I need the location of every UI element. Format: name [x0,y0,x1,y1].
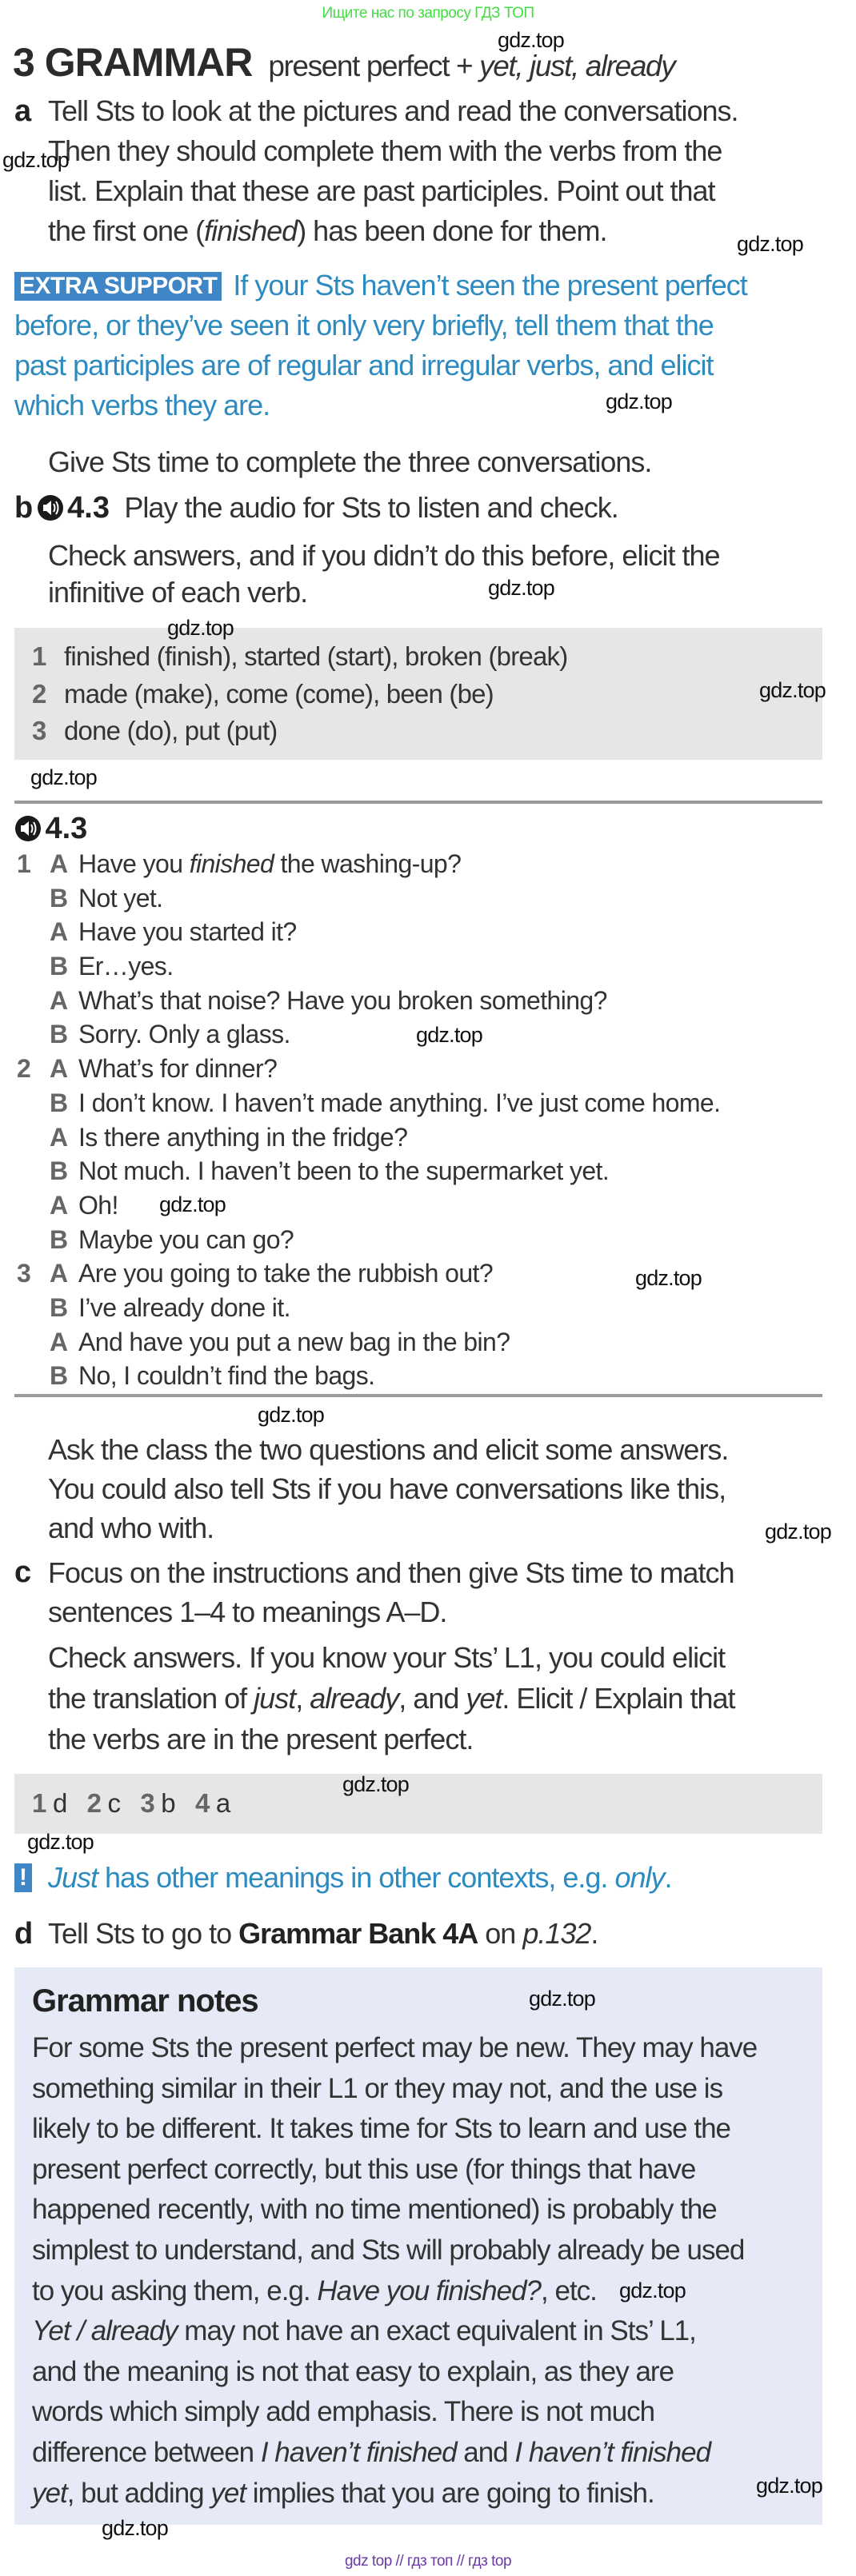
speaker-label: B [50,1292,68,1322]
text-segment: the verbs are in the present perfect. [48,1723,474,1755]
transcript-line [17,1223,817,1257]
watermark: gdz.top [759,678,826,702]
transcript-line [17,881,817,916]
transcript-line [17,1086,817,1120]
answer-text: done (do), put (put) [64,716,278,745]
italic-text: I haven’t finished [514,2436,711,2468]
text-segment: and [456,2436,515,2468]
text-segment: the first one ( [48,214,205,247]
text-line [14,266,747,306]
answer-box-b [14,628,822,760]
text-line [32,2231,757,2271]
speech-text [78,1256,493,1291]
italic-text: yet [466,1682,502,1715]
answer-text: b [161,1788,175,1818]
text-segment: . Elicit / Explain that [502,1682,735,1715]
watermark: gdz.top [635,1266,702,1290]
text-line [32,2392,757,2433]
watermark: gdz.top [498,28,564,52]
text-segment: Not yet. [78,883,163,913]
speaker-label: A [50,1190,68,1220]
section-d-label: d [14,1917,34,1951]
speaker-label: A [50,1259,68,1288]
usage-note [48,1858,672,1898]
text-segment: Check answers. If you know your Sts’ L1, you could elicit [48,1641,726,1674]
give-time-text [48,442,651,482]
speaker-label: A [50,985,68,1015]
text-segment: What’s for dinner? [78,1054,278,1084]
text-segment: present perfect correctly, but this use (for things that have [32,2153,696,2185]
section-heading: 3 GRAMMAR [13,40,253,85]
text-segment: , etc. [541,2274,597,2306]
text-line [48,1858,672,1898]
transcript-line [17,915,817,949]
text-segment: the washing-up? [274,849,462,878]
text-segment: list. Explain that these are past participles. Point out that [48,174,715,207]
italic-text: yet [32,2477,67,2509]
speech-text [78,984,607,1018]
italic-text: finished [204,214,298,247]
text-segment: Have you [78,849,190,878]
text-segment: Tell Sts to look at the pictures and read the conversations. [48,94,738,127]
text-segment: on [478,1917,523,1950]
text-segment: likely to be different. It takes time for Sts to learn and use the [32,2113,731,2145]
watermark: gdz.top [30,765,97,789]
text-segment: and the meaning is not that easy to explain, as they are [32,2355,674,2387]
text-segment: happened recently, with no time mentioned) is probably the [32,2194,717,2226]
text-segment: I’ve already done it. [78,1292,290,1322]
speaker-label: B [50,1156,68,1186]
watermark: gdz.top [27,1830,94,1854]
answer-text: d [52,1788,67,1818]
text-segment: , and [398,1682,466,1715]
text-segment: before, or they’ve seen it only very briefly, tell them that the [14,309,714,341]
speaker-label: B [50,883,68,913]
grammar-notes-title: Grammar notes [32,1983,258,2019]
text-line [48,171,738,211]
text-line [32,2069,757,2110]
transcript-line [17,847,817,881]
italic-text: finished [189,849,274,878]
speech-text [78,1052,277,1086]
text-line [14,345,747,385]
text-segment: Are you going to take the rubbish out? [78,1259,494,1288]
transcript-line [17,1291,817,1325]
text-line [32,2190,757,2231]
speaker-label: B [50,1361,68,1391]
watermark: gdz.top [606,389,672,413]
text-line [48,442,651,482]
text-segment: . [664,1861,672,1894]
speech-text [78,1017,290,1052]
text-segment: And have you put a new bag in the bin? [78,1327,510,1356]
text-segment: the translation of [48,1682,254,1715]
text-line [48,1469,728,1508]
italic-text: yet [210,2477,246,2509]
text-segment: sentences 1–4 to meanings A–D. [48,1596,447,1628]
speaker-label: A [50,849,68,878]
text-line [32,2109,757,2150]
transcript-line [17,1325,817,1360]
answer-text: finished (finish), started (start), broken (break) [64,641,568,671]
text-segment: , but adding [66,2477,211,2509]
text-line [32,2028,757,2069]
conversation-number: 1 [17,849,31,878]
speech-text [78,1120,407,1155]
divider [14,801,822,804]
text-segment: , [295,1682,310,1715]
footer-links: gdz top // гдз топ // гдз top [344,2553,512,2570]
answer-text: made (make), come (come), been (be) [64,678,494,709]
answer-list [32,1785,230,1822]
text-line [48,131,738,171]
text-segment: difference between [32,2436,261,2468]
text-segment: You could also tell Sts if you have conversations like this, [48,1472,726,1505]
answer-text: a [215,1788,230,1818]
speech-text [78,881,162,916]
section-a-label: a [14,94,32,128]
text-segment: Give Sts time to complete the three conversations. [48,445,652,478]
text-segment: Not much. I haven’t been to the supermarket yet. [78,1156,610,1186]
watermark: gdz.top [529,1987,595,2011]
audio-track-number: 4.3 [45,812,88,845]
text-line [48,1508,728,1548]
text-segment: Then they should complete them with the verbs from the [48,134,722,167]
speech-text [78,1359,374,1393]
text-line [48,91,738,131]
speaker-label: B [50,1224,68,1254]
section-b-label: b [14,491,34,525]
text-line [32,2474,757,2514]
text-segment: ) has been done for them. [297,214,607,247]
text-segment: Ask the class the two questions and elicit some answers. [48,1433,729,1466]
section-c-label: c [14,1556,32,1589]
text-line [48,1719,735,1759]
watermark: gdz.top [159,1192,226,1216]
text-line [48,1678,735,1719]
audio-speaker-icon[interactable] [37,494,64,521]
text-line [48,211,738,251]
text-segment: words which simply add emphasis. There is not much [32,2396,655,2428]
speaker-label: B [50,1088,68,1117]
text-segment: Is there anything in the fridge? [78,1122,408,1152]
answer-number: 1 [32,1788,46,1818]
exclamation-icon: ! [14,1863,32,1892]
answer-number: 3 [32,716,46,745]
section-b-instruction: Play the audio for Sts to listen and check. [124,491,618,524]
speech-text [78,1291,290,1325]
transcript-line [17,984,817,1018]
answer-number: 1 [32,641,46,671]
text-segment: and who with. [48,1512,214,1544]
section-subtitle [268,50,674,82]
audio-speaker-icon[interactable] [14,815,42,842]
text-line [48,537,720,574]
speech-text [78,1188,118,1223]
italic-text: Yet / already [32,2315,178,2347]
answer-number: 3 [140,1788,154,1818]
conversation-number: 2 [17,1054,31,1084]
text-segment: may not have an exact equivalent in Sts’ L1, [177,2315,696,2347]
answer-item [32,638,567,676]
audio-track-number: 4.3 [67,491,110,525]
section-a-text [48,91,738,251]
text-segment: No, I couldn’t find the bags. [78,1361,375,1391]
transcript-line [17,1052,817,1086]
speech-text [78,915,297,949]
speaker-label: B [50,952,68,981]
text-segment: Tell Sts to go to [48,1917,239,1950]
transcript-line [17,1188,817,1223]
extra-support-badge: EXTRA SUPPORT [14,272,222,301]
speech-text [78,847,461,881]
text-segment: Er…yes. [78,952,174,981]
text-line [32,2352,757,2393]
italic-text: p.132 [522,1917,591,1950]
text-segment: If your Sts haven’t seen the present perfect [233,269,747,302]
speech-text [78,1154,609,1188]
text-segment: Maybe you can go? [78,1224,294,1254]
text-segment: For some Sts the present perfect may be new. They may have [32,2032,758,2063]
section-b-heading [14,488,618,534]
speech-text [78,949,174,984]
text-segment: simplest to understand, and Sts will probably already be used [32,2234,745,2266]
text-segment: Have you started it? [78,917,297,947]
watermark: gdz.top [416,1023,482,1047]
text-line [48,1637,735,1678]
text-segment: to you asking them, e.g. [32,2274,318,2306]
watermark: gdz.top [765,1520,831,1544]
text-segment: Oh! [78,1190,118,1220]
text-line [14,306,747,345]
text-segment: implies that you are going to finish. [246,2477,654,2509]
watermark: gdz.top [258,1403,324,1427]
italic-text: already [310,1682,399,1715]
text-line [48,1553,734,1592]
answer-list [32,638,567,750]
text-line [32,2433,757,2474]
speaker-label: A [50,917,68,947]
transcript-line [17,949,817,984]
divider [14,1394,822,1397]
section-d-text [48,1914,598,1954]
italic-text: Just [48,1861,98,1894]
answer-number: 2 [86,1788,102,1818]
section-c-check-text [48,1637,735,1759]
answer-number: 4 [194,1788,210,1818]
text-segment: I don’t know. I haven’t made anything. I’ve just come home. [78,1088,721,1117]
text-segment: past participles are of regular and irregular verbs, and elicit [14,349,714,381]
text-segment: Focus on the instructions and then give Sts time to match [48,1556,734,1589]
section-b-check-text [48,537,720,611]
speaker-label: A [50,1327,68,1356]
answer-item [32,713,567,750]
speaker-label: A [50,1122,68,1152]
text-line [32,2311,757,2352]
answer-box-c [14,1774,822,1834]
italic-text: I haven’t finished [260,2436,457,2468]
text-segment: . [590,1917,598,1950]
text-segment: present perfect + [268,50,480,82]
text-segment: has other meanings in other contexts, e.g. [98,1861,615,1894]
audio-transcript [17,847,817,1393]
text-segment: What’s that noise? Have you broken something? [78,985,607,1015]
bold-text: Grammar Bank 4A [238,1917,478,1950]
text-line [48,1430,728,1469]
italic-text: Have you finished? [317,2274,542,2306]
transcript-line [17,1154,817,1188]
grammar-notes-text [32,2028,757,2514]
ask-class-text [48,1430,728,1548]
text-segment: Check answers, and if you didn’t do this before, elicit the [48,539,720,572]
answer-item [32,676,567,713]
watermark: gdz.top [737,232,803,256]
speaker-label: A [50,1054,68,1084]
answer-number: 2 [32,678,46,709]
speech-text [78,1086,720,1120]
watermark: gdz.top [488,576,554,600]
watermark: gdz.top [756,2474,822,2498]
text-line [48,574,720,611]
speaker-label: B [50,1020,68,1049]
text-line [48,1592,734,1631]
text-segment: which verbs they are. [14,389,270,421]
section-c-text [48,1553,734,1631]
text-segment: something similar in their L1 or they may not, and the use is [32,2072,723,2104]
text-line [32,2150,757,2191]
italic-text: just [254,1682,296,1715]
watermark: gdz.top [167,616,234,640]
answer-text: c [107,1788,121,1818]
italic-text: yet, just, already [479,50,675,82]
search-banner: Ищите нас по запросу ГДЗ ТОП [322,5,534,22]
text-line [48,1914,598,1954]
italic-text: only [614,1861,665,1894]
text-segment: Sorry. Only a glass. [78,1020,290,1049]
transcript-line [17,1359,817,1393]
speech-text [78,1325,510,1360]
watermark: gdz.top [2,148,69,172]
transcript-line [17,1120,817,1155]
watermark: gdz.top [102,2516,168,2540]
watermark: gdz.top [342,1772,409,1796]
page-title [13,38,674,97]
speech-text [78,1223,294,1257]
text-segment: infinitive of each verb. [48,576,308,609]
watermark: gdz.top [619,2278,686,2302]
conversation-number: 3 [17,1259,31,1288]
